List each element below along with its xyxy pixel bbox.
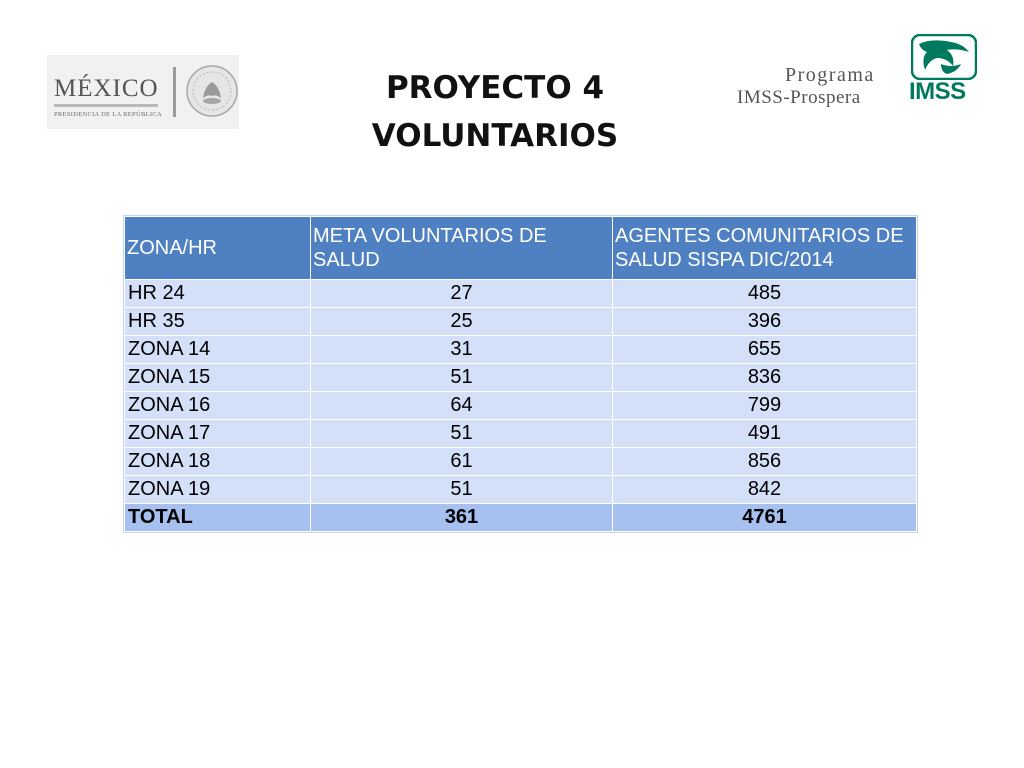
table-row — [125, 280, 917, 308]
cell-zona: ZONA 19 — [125, 476, 311, 504]
cell-meta: 51 — [311, 420, 613, 448]
cell-agentes: 836 — [613, 364, 917, 392]
table-row — [125, 476, 917, 504]
imss-eagle-emblem-icon — [911, 34, 977, 80]
table-row — [125, 392, 917, 420]
logo-tricolor-bar — [54, 104, 158, 107]
national-seal-icon — [185, 64, 239, 118]
table-row — [125, 420, 917, 448]
cell-zona: ZONA 18 — [125, 448, 311, 476]
cell-zona: ZONA 14 — [125, 336, 311, 364]
header-zona: ZONA/HR — [125, 217, 311, 280]
cell-agentes: 856 — [613, 448, 917, 476]
cell-agentes: 799 — [613, 392, 917, 420]
logo-divider — [173, 67, 176, 117]
table-row — [125, 336, 917, 364]
cell-total-meta: 361 — [311, 504, 613, 532]
cell-total-agentes: 4761 — [613, 504, 917, 532]
mexico-wordmark: MÉXICO — [54, 75, 159, 102]
cell-meta: 27 — [311, 280, 613, 308]
cell-zona: HR 24 — [125, 280, 311, 308]
header-meta-voluntarios: META VOLUNTARIOS DE SALUD — [311, 217, 613, 280]
cell-meta: 31 — [311, 336, 613, 364]
cell-agentes: 842 — [613, 476, 917, 504]
imss-prospera-label: IMSS-Prospera — [737, 87, 861, 108]
voluntarios-table — [124, 216, 917, 532]
cell-zona: ZONA 17 — [125, 420, 311, 448]
page-title — [330, 64, 660, 160]
imss-prospera-logo — [733, 34, 980, 108]
cell-meta: 64 — [311, 392, 613, 420]
cell-zona: HR 35 — [125, 308, 311, 336]
cell-meta: 25 — [311, 308, 613, 336]
cell-zona: ZONA 15 — [125, 364, 311, 392]
cell-total-label: TOTAL — [125, 504, 311, 532]
header-agentes-comunitarios: AGENTES COMUNITARIOS DE SALUD SISPA DIC/2014 — [613, 217, 917, 280]
cell-agentes: 396 — [613, 308, 917, 336]
table-total-row — [125, 504, 917, 532]
cell-meta: 51 — [311, 476, 613, 504]
cell-meta: 61 — [311, 448, 613, 476]
title-line-2: VOLUNTARIOS — [371, 118, 619, 154]
cell-agentes: 655 — [613, 336, 917, 364]
cell-agentes: 485 — [613, 280, 917, 308]
title-line-1: PROYECTO 4 — [385, 70, 605, 106]
presidencia-subtitle: PRESIDENCIA DE LA REPÚBLICA — [54, 111, 162, 118]
imss-wordmark: IMSS — [909, 78, 966, 105]
table-header-row — [125, 217, 917, 280]
mexico-government-logo — [47, 55, 239, 129]
cell-meta: 51 — [311, 364, 613, 392]
table-row — [125, 308, 917, 336]
table-row — [125, 448, 917, 476]
cell-agentes: 491 — [613, 420, 917, 448]
programa-label: Programa — [785, 64, 875, 86]
cell-zona: ZONA 16 — [125, 392, 311, 420]
table-row — [125, 364, 917, 392]
